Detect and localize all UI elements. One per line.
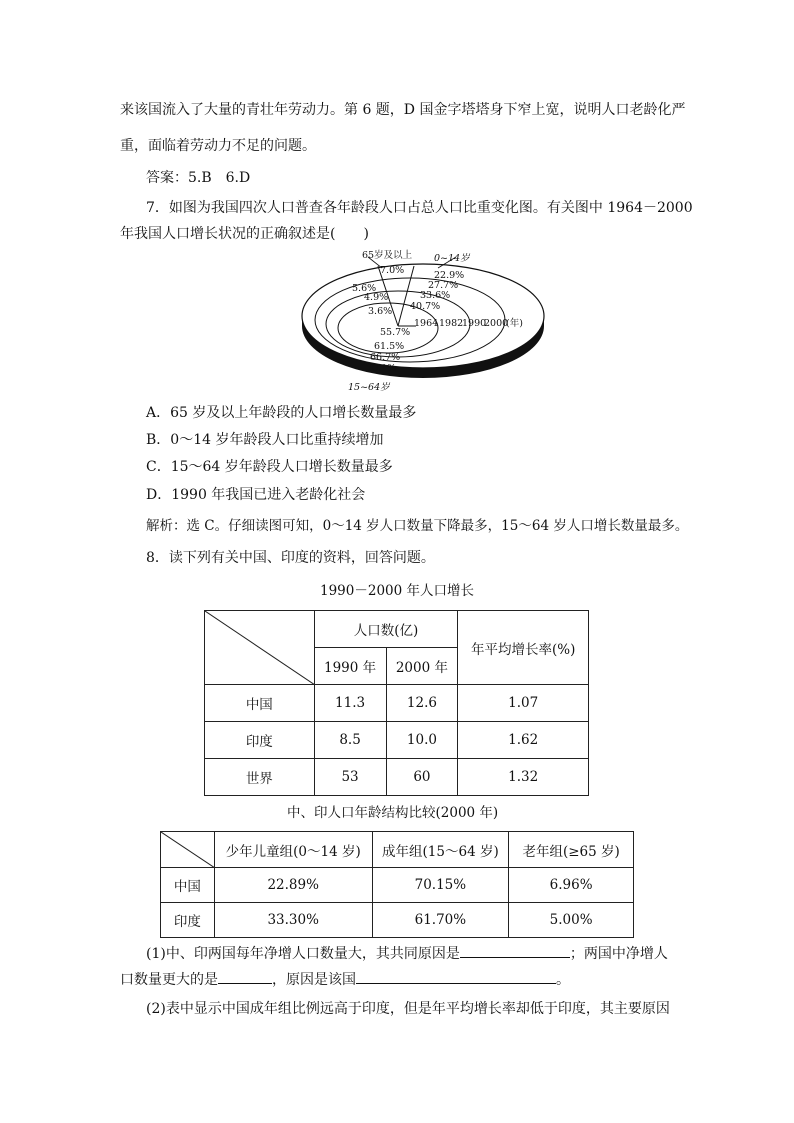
value-working-2000: 70.1% [366, 363, 397, 374]
value-working-1990: 66.7% [370, 352, 401, 363]
diagonal-header-cell [161, 832, 215, 868]
year-2000: 2000 [484, 318, 509, 329]
value-elderly-1990: 5.6% [352, 283, 377, 294]
table-row [205, 759, 589, 796]
year-unit: (年) [506, 318, 523, 329]
cell-elderly: 6.96% [509, 868, 634, 903]
row-name: 中国 [205, 685, 315, 722]
population-ring-chart [298, 244, 548, 394]
year-1990: 1990 [462, 318, 487, 329]
subquestion-text: (1)中、印两国每年净增人口数量大，其共同原因是 [146, 946, 460, 962]
cell-elderly: 5.00% [509, 903, 634, 938]
table2-title: 中、印人口年龄结构比较(2000 年) [287, 805, 499, 821]
label-children: 0~14岁 [434, 253, 470, 264]
header-elderly: 老年组(≥65 岁) [509, 832, 634, 868]
label-elderly: 65岁及以上 [362, 250, 413, 261]
cell-2000: 12.6 [386, 685, 458, 722]
table-row [205, 685, 589, 722]
paragraph-line: 来该国流入了大量的青壮年劳动力。第 6 题，D 国金字塔塔身下窄上宽，说明人口老龄化严 [120, 102, 686, 118]
question-8: 8．读下列有关中国、印度的资料，回答问题。 [146, 550, 435, 566]
answer-blank[interactable] [356, 969, 556, 984]
cell-rate: 1.62 [458, 722, 589, 759]
table-row [161, 868, 634, 903]
age-structure-table [160, 831, 634, 938]
value-working-1982: 61.5% [374, 341, 405, 352]
subquestion-1-line-1 [146, 943, 668, 963]
header-1990: 1990 年 [314, 648, 386, 685]
year-1982: 1982 [439, 318, 464, 329]
subquestion-text: ；两国中净增人 [569, 946, 668, 962]
header-population: 人口数(亿) [314, 611, 458, 648]
value-elderly-1964: 3.6% [368, 306, 393, 317]
row-name: 中国 [161, 868, 215, 903]
ring-2000 [302, 264, 544, 368]
cell-1990: 11.3 [314, 685, 386, 722]
question-7-line-2: 年我国人口增长状况的正确叙述是( ) [120, 226, 369, 242]
answer-blank[interactable] [460, 943, 570, 958]
option-b: B．0～14 岁年龄段人口比重持续增加 [146, 432, 384, 448]
cell-1990: 53 [314, 759, 386, 796]
cell-working: 70.15% [372, 868, 509, 903]
value-children-1964: 40.7% [410, 301, 441, 312]
table-row [161, 903, 634, 938]
value-children-1982: 33.6% [420, 290, 451, 301]
option-c: C．15～64 岁年龄段人口增长数量最多 [146, 459, 393, 475]
cell-working: 61.70% [372, 903, 509, 938]
header-growth-rate: 年平均增长率(%) [458, 611, 589, 685]
analysis-line: 解析：选 C。仔细读图可知，0～14 岁人口数量下降最多，15～64 岁人口增长数量最多。 [146, 518, 689, 534]
cell-children: 22.89% [214, 868, 372, 903]
subquestion-text: 口数量更大的是 [120, 972, 218, 988]
value-elderly-1982: 4.9% [364, 292, 389, 303]
value-children-2000: 22.9% [434, 270, 465, 281]
table1-title: 1990－2000 年人口增长 [320, 583, 475, 599]
header-working: 成年组(15～64 岁) [372, 832, 509, 868]
header-children: 少年儿童组(0～14 岁) [214, 832, 372, 868]
row-name: 世界 [205, 759, 315, 796]
answer-blank[interactable] [218, 969, 272, 984]
year-1964: 1964 [414, 318, 439, 329]
cell-2000: 10.0 [386, 722, 458, 759]
diagonal-header-cell [205, 611, 315, 685]
label-working: 15~64岁 [348, 382, 390, 393]
subquestion-text: ，原因是该国 [272, 972, 356, 988]
table-row [205, 722, 589, 759]
cell-1990: 8.5 [314, 722, 386, 759]
paragraph-line: 重，面临着劳动力不足的问题。 [120, 138, 316, 154]
value-children-1990: 27.7% [428, 280, 459, 291]
subquestion-2-line: (2)表中显示中国成年组比例远高于印度，但是年平均增长率却低于印度，其主要原因 [146, 1001, 670, 1017]
population-growth-table [204, 610, 589, 796]
row-name: 印度 [161, 903, 215, 938]
subquestion-1-line-2 [120, 969, 570, 989]
cell-rate: 1.32 [458, 759, 589, 796]
cell-2000: 60 [386, 759, 458, 796]
question-7-line-1: 7．如图为我国四次人口普查各年龄段人口占总人口比重变化图。有关图中 1964－2000 [146, 200, 693, 216]
subquestion-text: 。 [556, 972, 570, 988]
header-2000: 2000 年 [386, 648, 458, 685]
option-d: D．1990 年我国已进入老龄化社会 [146, 487, 366, 503]
cell-children: 33.30% [214, 903, 372, 938]
cell-rate: 1.07 [458, 685, 589, 722]
option-a: A．65 岁及以上年龄段的人口增长数量最多 [146, 405, 417, 421]
row-name: 印度 [205, 722, 315, 759]
value-working-1964: 55.7% [380, 327, 411, 338]
answer-line: 答案：5.B 6.D [146, 170, 251, 186]
value-elderly-2000: 7.0% [380, 265, 405, 276]
